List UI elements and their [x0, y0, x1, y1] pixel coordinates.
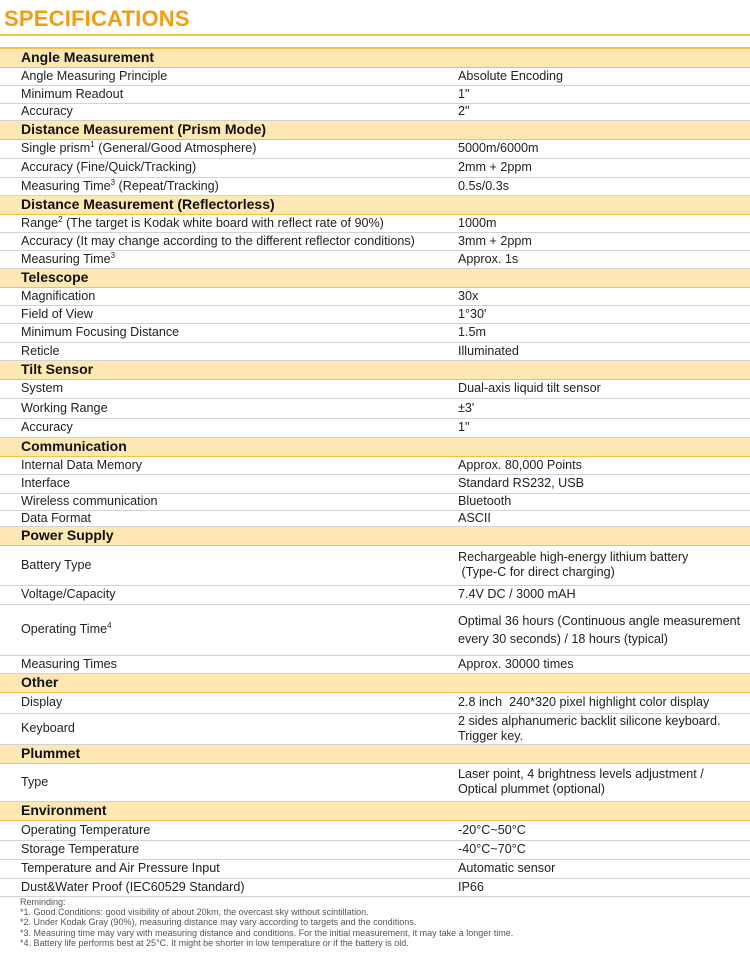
spec-value: 5000m/6000m	[450, 139, 750, 158]
section-title: Power Supply	[0, 526, 750, 545]
table-row	[0, 342, 750, 360]
table-row	[0, 103, 750, 120]
spec-value: IP66	[450, 878, 750, 896]
table-row	[0, 510, 750, 526]
spec-label: Dust&Water Proof (IEC60529 Standard)	[0, 878, 450, 896]
spec-value: Approx. 80,000 Points	[450, 456, 750, 474]
spec-value: Optimal 36 hours (Continuous angle measurement every 30 seconds) / 18 hours (typical)	[450, 604, 750, 655]
section-title: Angle Measurement	[0, 48, 750, 67]
spec-label: Measuring Times	[0, 655, 450, 673]
table-row	[0, 604, 750, 655]
spec-value: 7.4V DC / 3000 mAH	[450, 585, 750, 604]
table-row	[0, 67, 750, 85]
footnote-item: *3. Measuring time may vary with measuring distance and conditions. For the initial measurement, it may take a longer time.	[20, 927, 514, 938]
spec-label: Accuracy	[0, 103, 450, 120]
spec-value: Absolute Encoding	[450, 67, 750, 85]
table-row	[0, 878, 750, 896]
section-title: Distance Measurement (Prism Mode)	[0, 120, 750, 139]
specifications-table	[0, 47, 750, 897]
table-row	[0, 139, 750, 158]
spec-label: Reticle	[0, 342, 450, 360]
spec-value: 3mm + 2ppm	[450, 232, 750, 250]
spec-label: Single prism$^1$ (General/Good Atmosphere)	[0, 139, 450, 158]
spec-value: Laser point, 4 brightness levels adjustment / Optical plummet (optional)	[450, 763, 750, 801]
section-title: Tilt Sensor	[0, 360, 750, 379]
spec-value: 0.5s/0.3s	[450, 177, 750, 195]
spec-label: Keyboard	[0, 713, 450, 744]
spec-value: -20°C~50°C	[450, 820, 750, 840]
spec-value: 30x	[450, 287, 750, 305]
footnote-item: *4. Battery life performs best at 25°C. It might be shorter in low temperature or if the battery is old.	[20, 937, 409, 948]
spec-value: 1000m	[450, 214, 750, 232]
table-row	[0, 545, 750, 585]
section-header-power-supply	[0, 526, 750, 545]
table-row	[0, 474, 750, 493]
spec-value: Approx. 30000 times	[450, 655, 750, 673]
section-title: Telescope	[0, 268, 750, 287]
section-header-reflectorless	[0, 195, 750, 214]
spec-label: Accuracy (It may change according to the different reflector conditions)	[0, 232, 450, 250]
spec-label: System	[0, 379, 450, 398]
title-underline	[0, 34, 750, 36]
spec-value: Automatic sensor	[450, 859, 750, 878]
table-row	[0, 214, 750, 232]
table-row	[0, 398, 750, 418]
table-row	[0, 763, 750, 801]
spec-value: 2mm + 2ppm	[450, 158, 750, 177]
table-row	[0, 177, 750, 195]
spec-label: Angle Measuring Principle	[0, 67, 450, 85]
spec-label: Accuracy (Fine/Quick/Tracking)	[0, 158, 450, 177]
section-header-prism-mode	[0, 120, 750, 139]
spec-value: Rechargeable high-energy lithium battery (Type-C for direct charging)	[450, 545, 750, 585]
table-row	[0, 820, 750, 840]
section-header-environment	[0, 801, 750, 820]
spec-label: Data Format	[0, 510, 450, 526]
section-header-communication	[0, 437, 750, 456]
spec-label: Minimum Readout	[0, 85, 450, 103]
spec-label: Field of View	[0, 305, 450, 323]
spec-label: Accuracy	[0, 418, 450, 437]
spec-value: 2"	[450, 103, 750, 120]
spec-value: Illuminated	[450, 342, 750, 360]
table-row	[0, 418, 750, 437]
table-row	[0, 158, 750, 177]
spec-value: 1.5m	[450, 323, 750, 342]
footnote-item: *2. Under Kodak Gray (90%), measuring distance may vary according to targets and the conditions.	[20, 917, 417, 928]
table-row	[0, 692, 750, 713]
spec-label: Measuring Time$^3$	[0, 250, 450, 268]
spec-value: 1°30'	[450, 305, 750, 323]
section-title: Plummet	[0, 744, 750, 763]
section-header-tilt-sensor	[0, 360, 750, 379]
spec-label: Minimum Focusing Distance	[0, 323, 450, 342]
spec-value: 1"	[450, 418, 750, 437]
table-row	[0, 305, 750, 323]
table-row	[0, 232, 750, 250]
table-row	[0, 456, 750, 474]
footnotes-heading: Reminding:	[20, 897, 66, 907]
spec-value: Dual-axis liquid tilt sensor	[450, 379, 750, 398]
spec-label: Range$^2$ (The target is Kodak white board with reflect rate of 90%)	[0, 214, 450, 232]
footnote-item: *1. Good Conditions: good visibility of about 20km, the overcast sky without scintillation.	[20, 907, 369, 918]
spec-value: ASCII	[450, 510, 750, 526]
spec-label: Storage Temperature	[0, 840, 450, 859]
spec-label: Internal Data Memory	[0, 456, 450, 474]
table-row	[0, 323, 750, 342]
table-row	[0, 287, 750, 305]
table-row	[0, 713, 750, 744]
table-row	[0, 379, 750, 398]
section-header-angle-measurement	[0, 48, 750, 67]
table-row	[0, 859, 750, 878]
section-title: Environment	[0, 801, 750, 820]
spec-label: Battery Type	[0, 545, 450, 585]
spec-value: ±3'	[450, 398, 750, 418]
section-title: Distance Measurement (Reflectorless)	[0, 195, 750, 214]
spec-value: -40°C~70°C	[450, 840, 750, 859]
table-row	[0, 250, 750, 268]
spec-label: Measuring Time$^3$ (Repeat/Tracking)	[0, 177, 450, 195]
spec-value: 2 sides alphanumeric backlit silicone keyboard. Trigger key.	[450, 713, 750, 744]
spec-label: Voltage/Capacity	[0, 585, 450, 604]
spec-label: Working Range	[0, 398, 450, 418]
footnotes	[20, 897, 513, 948]
section-header-telescope	[0, 268, 750, 287]
spec-value: Approx. 1s	[450, 250, 750, 268]
table-row	[0, 585, 750, 604]
section-header-plummet	[0, 744, 750, 763]
section-title: Other	[0, 673, 750, 692]
spec-label: Type	[0, 763, 450, 801]
spec-label: Display	[0, 692, 450, 713]
section-header-other	[0, 673, 750, 692]
table-row	[0, 655, 750, 673]
spec-label: Interface	[0, 474, 450, 493]
page-title: SPECIFICATIONS	[4, 6, 190, 31]
spec-label: Temperature and Air Pressure Input	[0, 859, 450, 878]
spec-label: Operating Time$^4$	[0, 604, 450, 655]
spec-value: 1"	[450, 85, 750, 103]
spec-label: Operating Temperature	[0, 820, 450, 840]
table-row	[0, 840, 750, 859]
spec-label: Magnification	[0, 287, 450, 305]
spec-value: 2.8 inch 240*320 pixel highlight color display	[450, 692, 750, 713]
spec-value: Standard RS232, USB	[450, 474, 750, 493]
spec-value: Bluetooth	[450, 493, 750, 510]
table-row	[0, 85, 750, 103]
table-row	[0, 493, 750, 510]
spec-label: Wireless communication	[0, 493, 450, 510]
section-title: Communication	[0, 437, 750, 456]
